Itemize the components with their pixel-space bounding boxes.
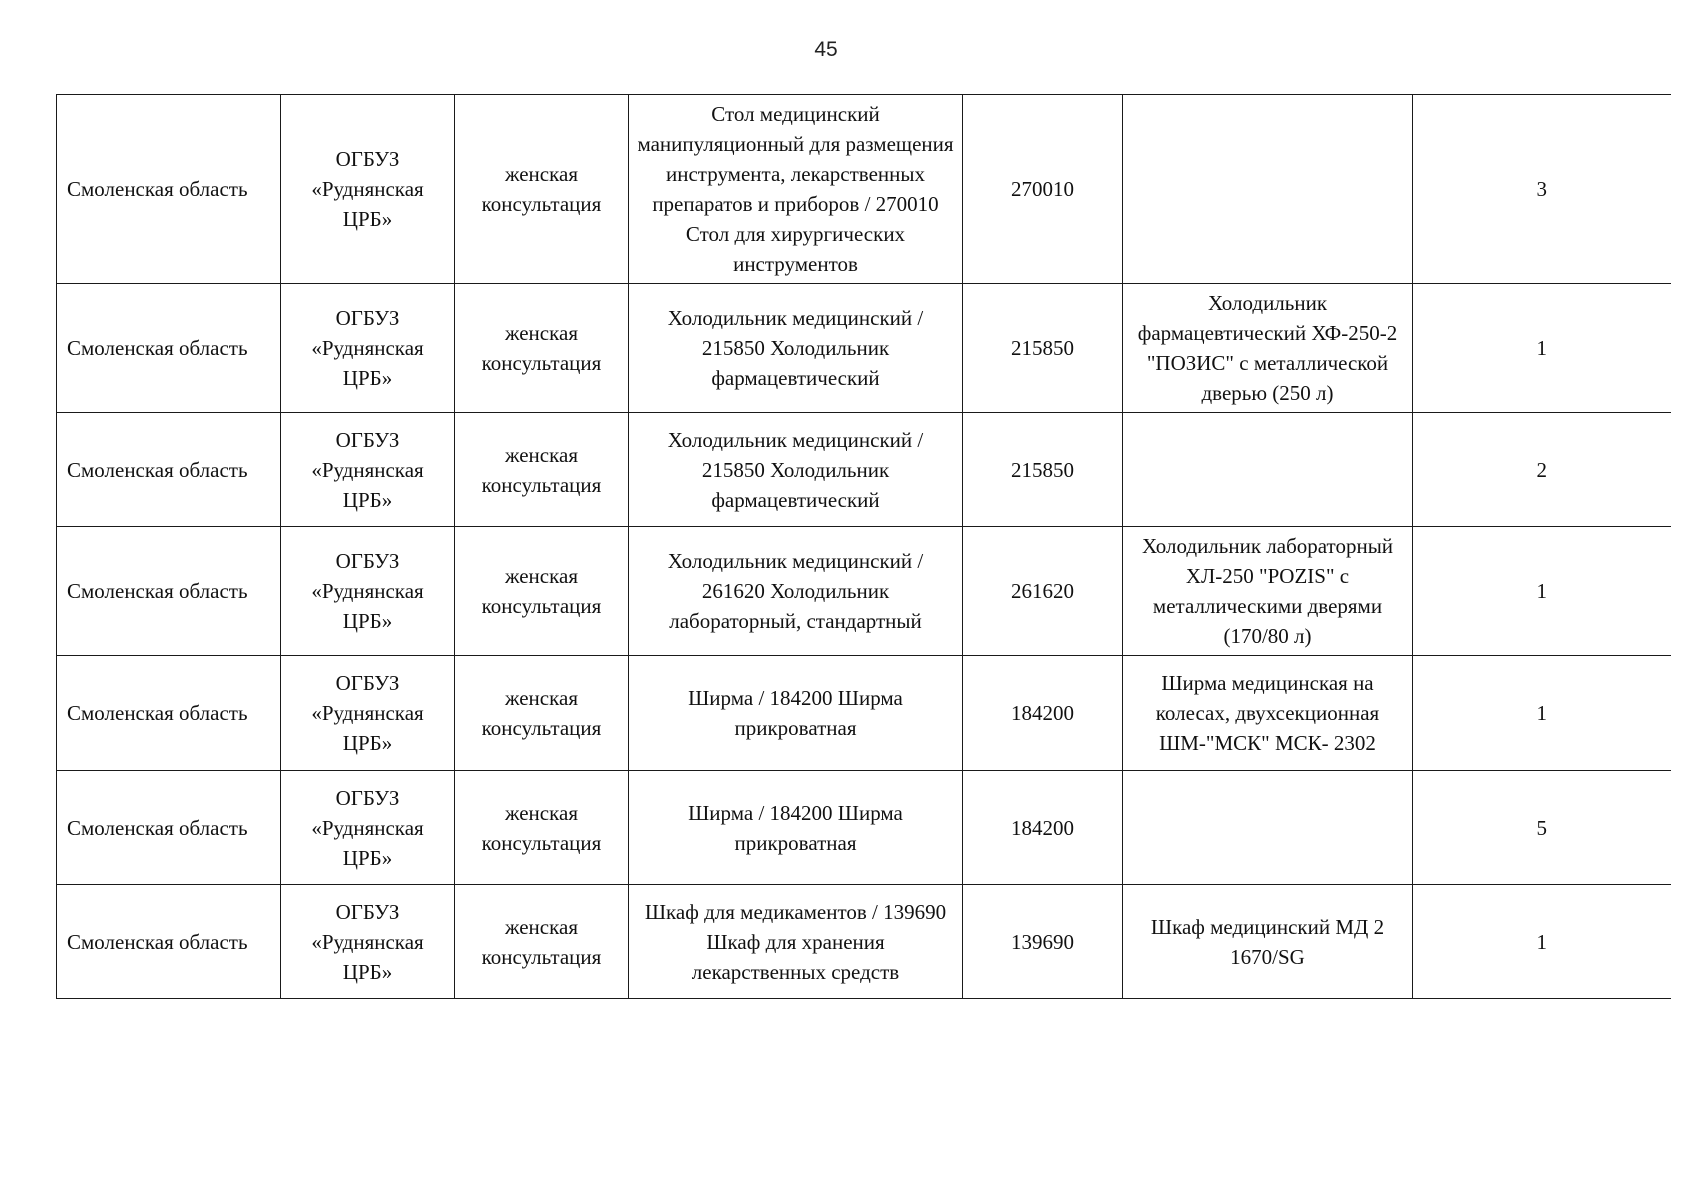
department-cell: женская консультация — [455, 95, 629, 284]
region-cell: Смоленская область — [57, 284, 281, 413]
model-cell: Холодильник фармацевтический ХФ-250-2 "ПОЗИС" с металлической дверью (250 л) — [1123, 284, 1413, 413]
region-cell: Смоленская область — [57, 656, 281, 771]
department-cell: женская консультация — [455, 284, 629, 413]
region-cell: Смоленская область — [57, 527, 281, 656]
quantity-cell: 1 — [1413, 284, 1671, 413]
quantity-cell: 1 — [1413, 885, 1671, 999]
code-cell: 215850 — [963, 284, 1123, 413]
organization-cell: ОГБУЗ «Руднянская ЦРБ» — [281, 771, 455, 885]
region-cell: Смоленская область — [57, 771, 281, 885]
model-cell — [1123, 95, 1413, 284]
equipment-name-cell: Шкаф для медикаментов / 139690 Шкаф для хранения лекарственных средств — [629, 885, 963, 999]
model-cell: Холодильник лабораторный ХЛ-250 "POZIS" с металлическими дверями (170/80 л) — [1123, 527, 1413, 656]
code-cell: 215850 — [963, 413, 1123, 527]
organization-cell: ОГБУЗ «Руднянская ЦРБ» — [281, 95, 455, 284]
code-cell: 139690 — [963, 885, 1123, 999]
organization-cell: ОГБУЗ «Руднянская ЦРБ» — [281, 885, 455, 999]
table-row — [57, 95, 1671, 284]
organization-cell: ОГБУЗ «Руднянская ЦРБ» — [281, 413, 455, 527]
department-cell: женская консультация — [455, 885, 629, 999]
code-cell: 261620 — [963, 527, 1123, 656]
equipment-name-cell: Холодильник медицинский / 215850 Холодильник фармацевтический — [629, 413, 963, 527]
organization-cell: ОГБУЗ «Руднянская ЦРБ» — [281, 656, 455, 771]
model-cell: Шкаф медицинский МД 2 1670/SG — [1123, 885, 1413, 999]
region-cell: Смоленская область — [57, 95, 281, 284]
quantity-cell: 2 — [1413, 413, 1671, 527]
equipment-name-cell: Холодильник медицинский / 261620 Холодильник лабораторный, стандартный — [629, 527, 963, 656]
region-cell: Смоленская область — [57, 885, 281, 999]
quantity-cell: 1 — [1413, 656, 1671, 771]
code-cell: 184200 — [963, 656, 1123, 771]
table-row — [57, 656, 1671, 771]
model-cell: Ширма медицинская на колесах, двухсекционная ШМ-"МСК" МСК- 2302 — [1123, 656, 1413, 771]
quantity-cell: 3 — [1413, 95, 1671, 284]
quantity-cell: 5 — [1413, 771, 1671, 885]
table-row — [57, 284, 1671, 413]
equipment-name-cell: Ширма / 184200 Ширма прикроватная — [629, 656, 963, 771]
equipment-name-cell: Ширма / 184200 Ширма прикроватная — [629, 771, 963, 885]
table-row — [57, 527, 1671, 656]
code-cell: 184200 — [963, 771, 1123, 885]
region-cell: Смоленская область — [57, 413, 281, 527]
model-cell — [1123, 771, 1413, 885]
department-cell: женская консультация — [455, 527, 629, 656]
department-cell: женская консультация — [455, 656, 629, 771]
code-cell: 270010 — [963, 95, 1123, 284]
equipment-table — [56, 94, 1671, 999]
table-row — [57, 771, 1671, 885]
page-number: 45 — [814, 38, 838, 61]
quantity-cell: 1 — [1413, 527, 1671, 656]
organization-cell: ОГБУЗ «Руднянская ЦРБ» — [281, 527, 455, 656]
equipment-name-cell: Стол медицинский манипуляционный для размещения инструмента, лекарственных препаратов и приборов / 270010 Стол для хирургических инструментов — [629, 95, 963, 284]
table-row — [57, 413, 1671, 527]
department-cell: женская консультация — [455, 413, 629, 527]
table-row — [57, 885, 1671, 999]
equipment-name-cell: Холодильник медицинский / 215850 Холодильник фармацевтический — [629, 284, 963, 413]
model-cell — [1123, 413, 1413, 527]
organization-cell: ОГБУЗ «Руднянская ЦРБ» — [281, 284, 455, 413]
department-cell: женская консультация — [455, 771, 629, 885]
